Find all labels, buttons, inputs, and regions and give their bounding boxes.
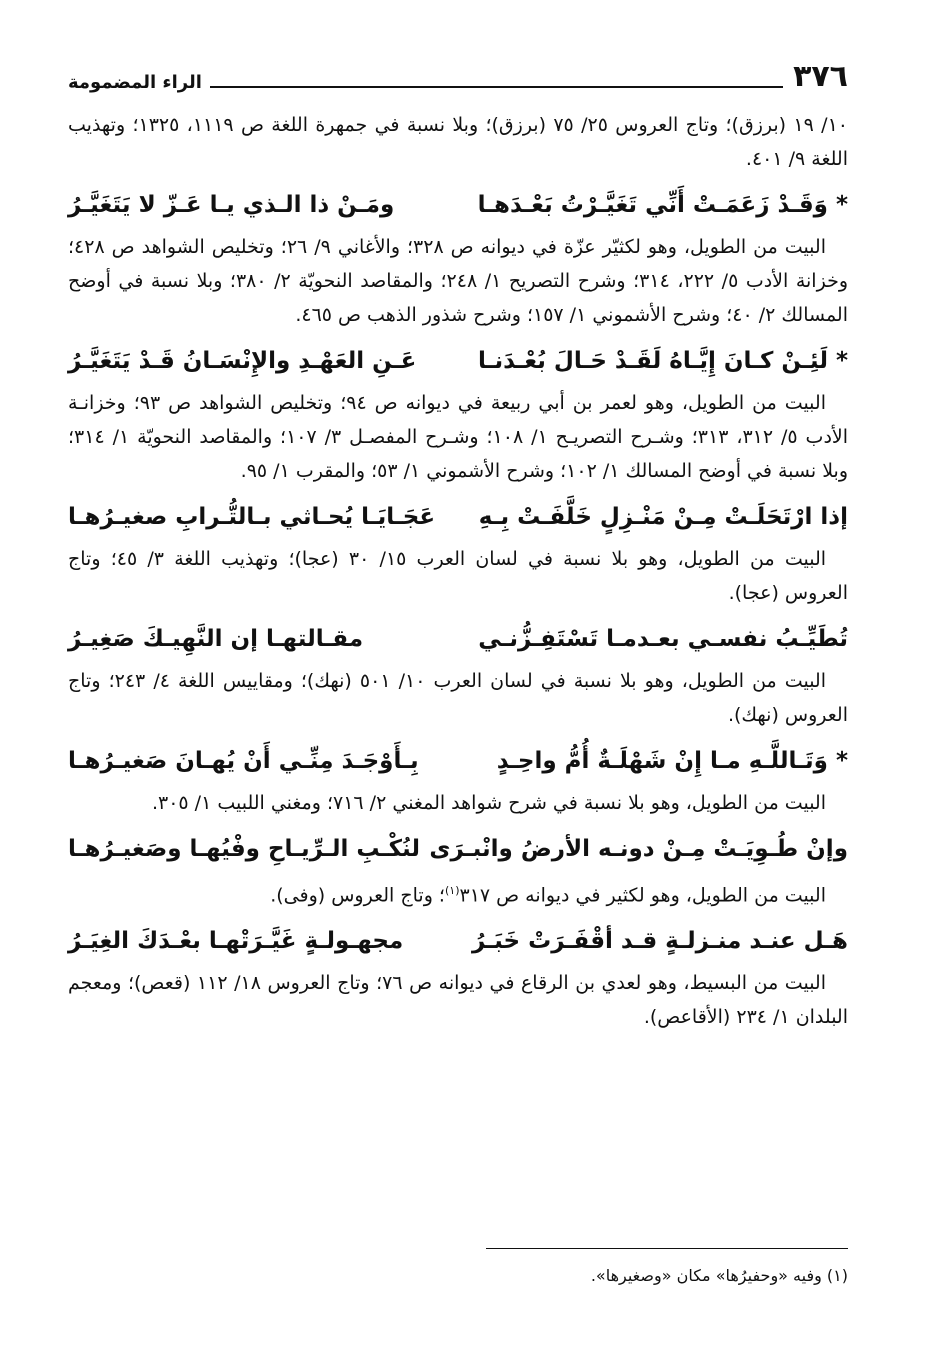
entry: [68, 824, 848, 912]
first-hemistich: تُطَيِّـبُ نفسـي بعـدمـا تَسْتَفِـزُّنـي: [478, 626, 848, 652]
footnote-divider: [486, 1248, 848, 1249]
verse-line: [68, 336, 848, 386]
footnote-reference[interactable]: (١): [444, 884, 460, 897]
entry: [68, 180, 848, 332]
entry: [68, 736, 848, 820]
first-hemistich: هَـل عنـد منـزلـةٍ قـد أقْفَـرَتْ خَبَـرُ: [472, 928, 848, 955]
second-hemistich: عَجَـايَـا يُحـاثي بـالتُّـرابِ صغيـرُهـا: [68, 504, 436, 530]
page-header: [68, 58, 848, 92]
commentary: البيت من الطويل، وهو لعمر بن أبي ربيعة في ديوانه ص ٩٤؛ وتخليص الشواهد ص ٩٣؛ وخزانـة الأدب ٥/ ٣١٢، ٣١٣؛ وشـرح التصريـح ١/ ١٠٨؛ وشـرح المفصـل ٣/ ١٠٧؛ والمقاصد النحويّة ١/ ٣١٤؛ وبلا نسبة في أوضح المسالك ١/ ١٠٢؛ وشرح الأشموني ١/ ٥٣؛ والمقرب ١/ ٩٥.: [68, 392, 849, 482]
first-hemistich: * لَئِـنْ كـانَ إِيَّـاهُ لَقَـدْ حَـالَ بُعْـدَنـا: [477, 348, 848, 374]
second-hemistich: مقـالتهـا إن النَّهِيـكَ صَغِيـرُ: [68, 626, 364, 652]
second-hemistich: عَـنِ العَهْـدِ والإِنْسَـانُ قَـدْ يَتَغَيَّـرُ: [68, 348, 417, 374]
verse-line: [68, 824, 848, 874]
commentary: البيت من البسيط، وهو لعدي بن الرقاع في ديوانه ص ٧٦؛ وتاج العروس ١٨/ ١١٢ (قعص)؛ ومعجم البلدان ١/ ٢٣٤ (الأقاعص).: [68, 972, 848, 1029]
page-number: ٣٧٦: [793, 59, 848, 94]
header-rule: [210, 86, 783, 88]
commentary: البيت من الطويل، وهو بلا نسبة في لسان العرب ١٠/ ٥٠١ (نهك)؛ ومقاييس اللغة ٤/ ٢٤٣؛ وتاج العروس (نهك).: [68, 670, 848, 726]
entry: [68, 336, 848, 488]
second-hemistich: بِـأَوْجَـدَ مِنِّـي أَنْ يُهـانَ صَغيـرُهـا: [68, 748, 419, 774]
commentary-text: البيت من الطويل، وهو لكثير في ديوانه ص ٣١٧: [459, 884, 826, 907]
second-hemistich: ومَـنْ ذا الـذي يـا عَـزّ لا يَتَغَيَّـرُ: [68, 192, 395, 218]
entry: [68, 492, 848, 610]
commentary: البيت من الطويل، وهو لكثيّر عزّة في ديوانه ص ٣٢٨؛ والأغاني ٩/ ٢٦؛ وتخليص الشواهد ص ٤٢٨؛ وخزانة الأدب ٥/ ٢٢٢، ٣١٤؛ وشرح التصريح ١/ ٢٤٨؛ والمقاصد النحويّة ٢/ ٣٨٠؛ وبلا نسبة في أوضح المسالك ٢/ ٤٠؛ وشرح الأشموني ١/ ١٥٧؛ وشرح شذور الذهب ص ٤٦٥.: [68, 236, 848, 326]
first-hemistich: * وَقَـدْ زَعَمَـتْ أَنِّي تَغَيَّـرْتُ بَعْـدَهـا: [477, 192, 848, 218]
first-hemistich: وإنْ طُـوِيَـتْ مِـنْ دونـه الأرضُ وانْبـرَى: [429, 836, 848, 862]
entry: [68, 614, 848, 732]
second-hemistich: مجهـولـةٍ غَيَّـرَتْهـا بعْـدَكَ الغِيَـرُ: [68, 928, 404, 955]
commentary: [68, 874, 848, 912]
running-title: الراء المضمومة: [68, 72, 202, 93]
intro-paragraph: ١٠/ ١٩ (برزق)؛ وتاج العروس ٢٥/ ٧٥ (برزق)؛ وبلا نسبة في جمهرة اللغة ص ١١١٩، ١٣٢٥؛ وتهذيب اللغة ٩/ ٤٠١.: [68, 114, 848, 170]
first-hemistich: إذا ارْتَحَلَـتْ مِـنْ مَنْـزِلٍ خَلَّفَـتْ بِـهِ: [478, 504, 848, 530]
verse-line: [68, 180, 848, 230]
main-content: [68, 108, 848, 1034]
verse-line: [68, 916, 848, 966]
entry: [68, 916, 848, 1034]
verse-line: [68, 614, 848, 664]
verse-line: [68, 736, 848, 786]
commentary: البيت من الطويل، وهو بلا نسبة في لسان العرب ١٥/ ٣٠ (عجا)؛ وتهذيب اللغة ٣/ ٤٥؛ وتاج العروس (عجا).: [68, 548, 848, 604]
first-hemistich: * وَتَـاللَّـهِ مـا إِنْ شَهْلَـةٌ أُمُّ واحِـدٍ: [496, 748, 848, 774]
commentary-tail: ؛ وتاج العروس (وفى).: [270, 884, 445, 907]
verse-line: [68, 492, 848, 542]
second-hemistich: لنُكْـبِ الـرِّيـاحِ وفْيُهـا وصَغيـرُهـا: [68, 836, 420, 862]
commentary: البيت من الطويل، وهو بلا نسبة في شرح شواهد المغني ٢/ ٧١٦؛ ومغني اللبيب ١/ ٣٠٥.: [151, 792, 826, 814]
footnote: (١) وفيه «وحفيرُها» مكان «وصغيرها».: [590, 1266, 848, 1285]
